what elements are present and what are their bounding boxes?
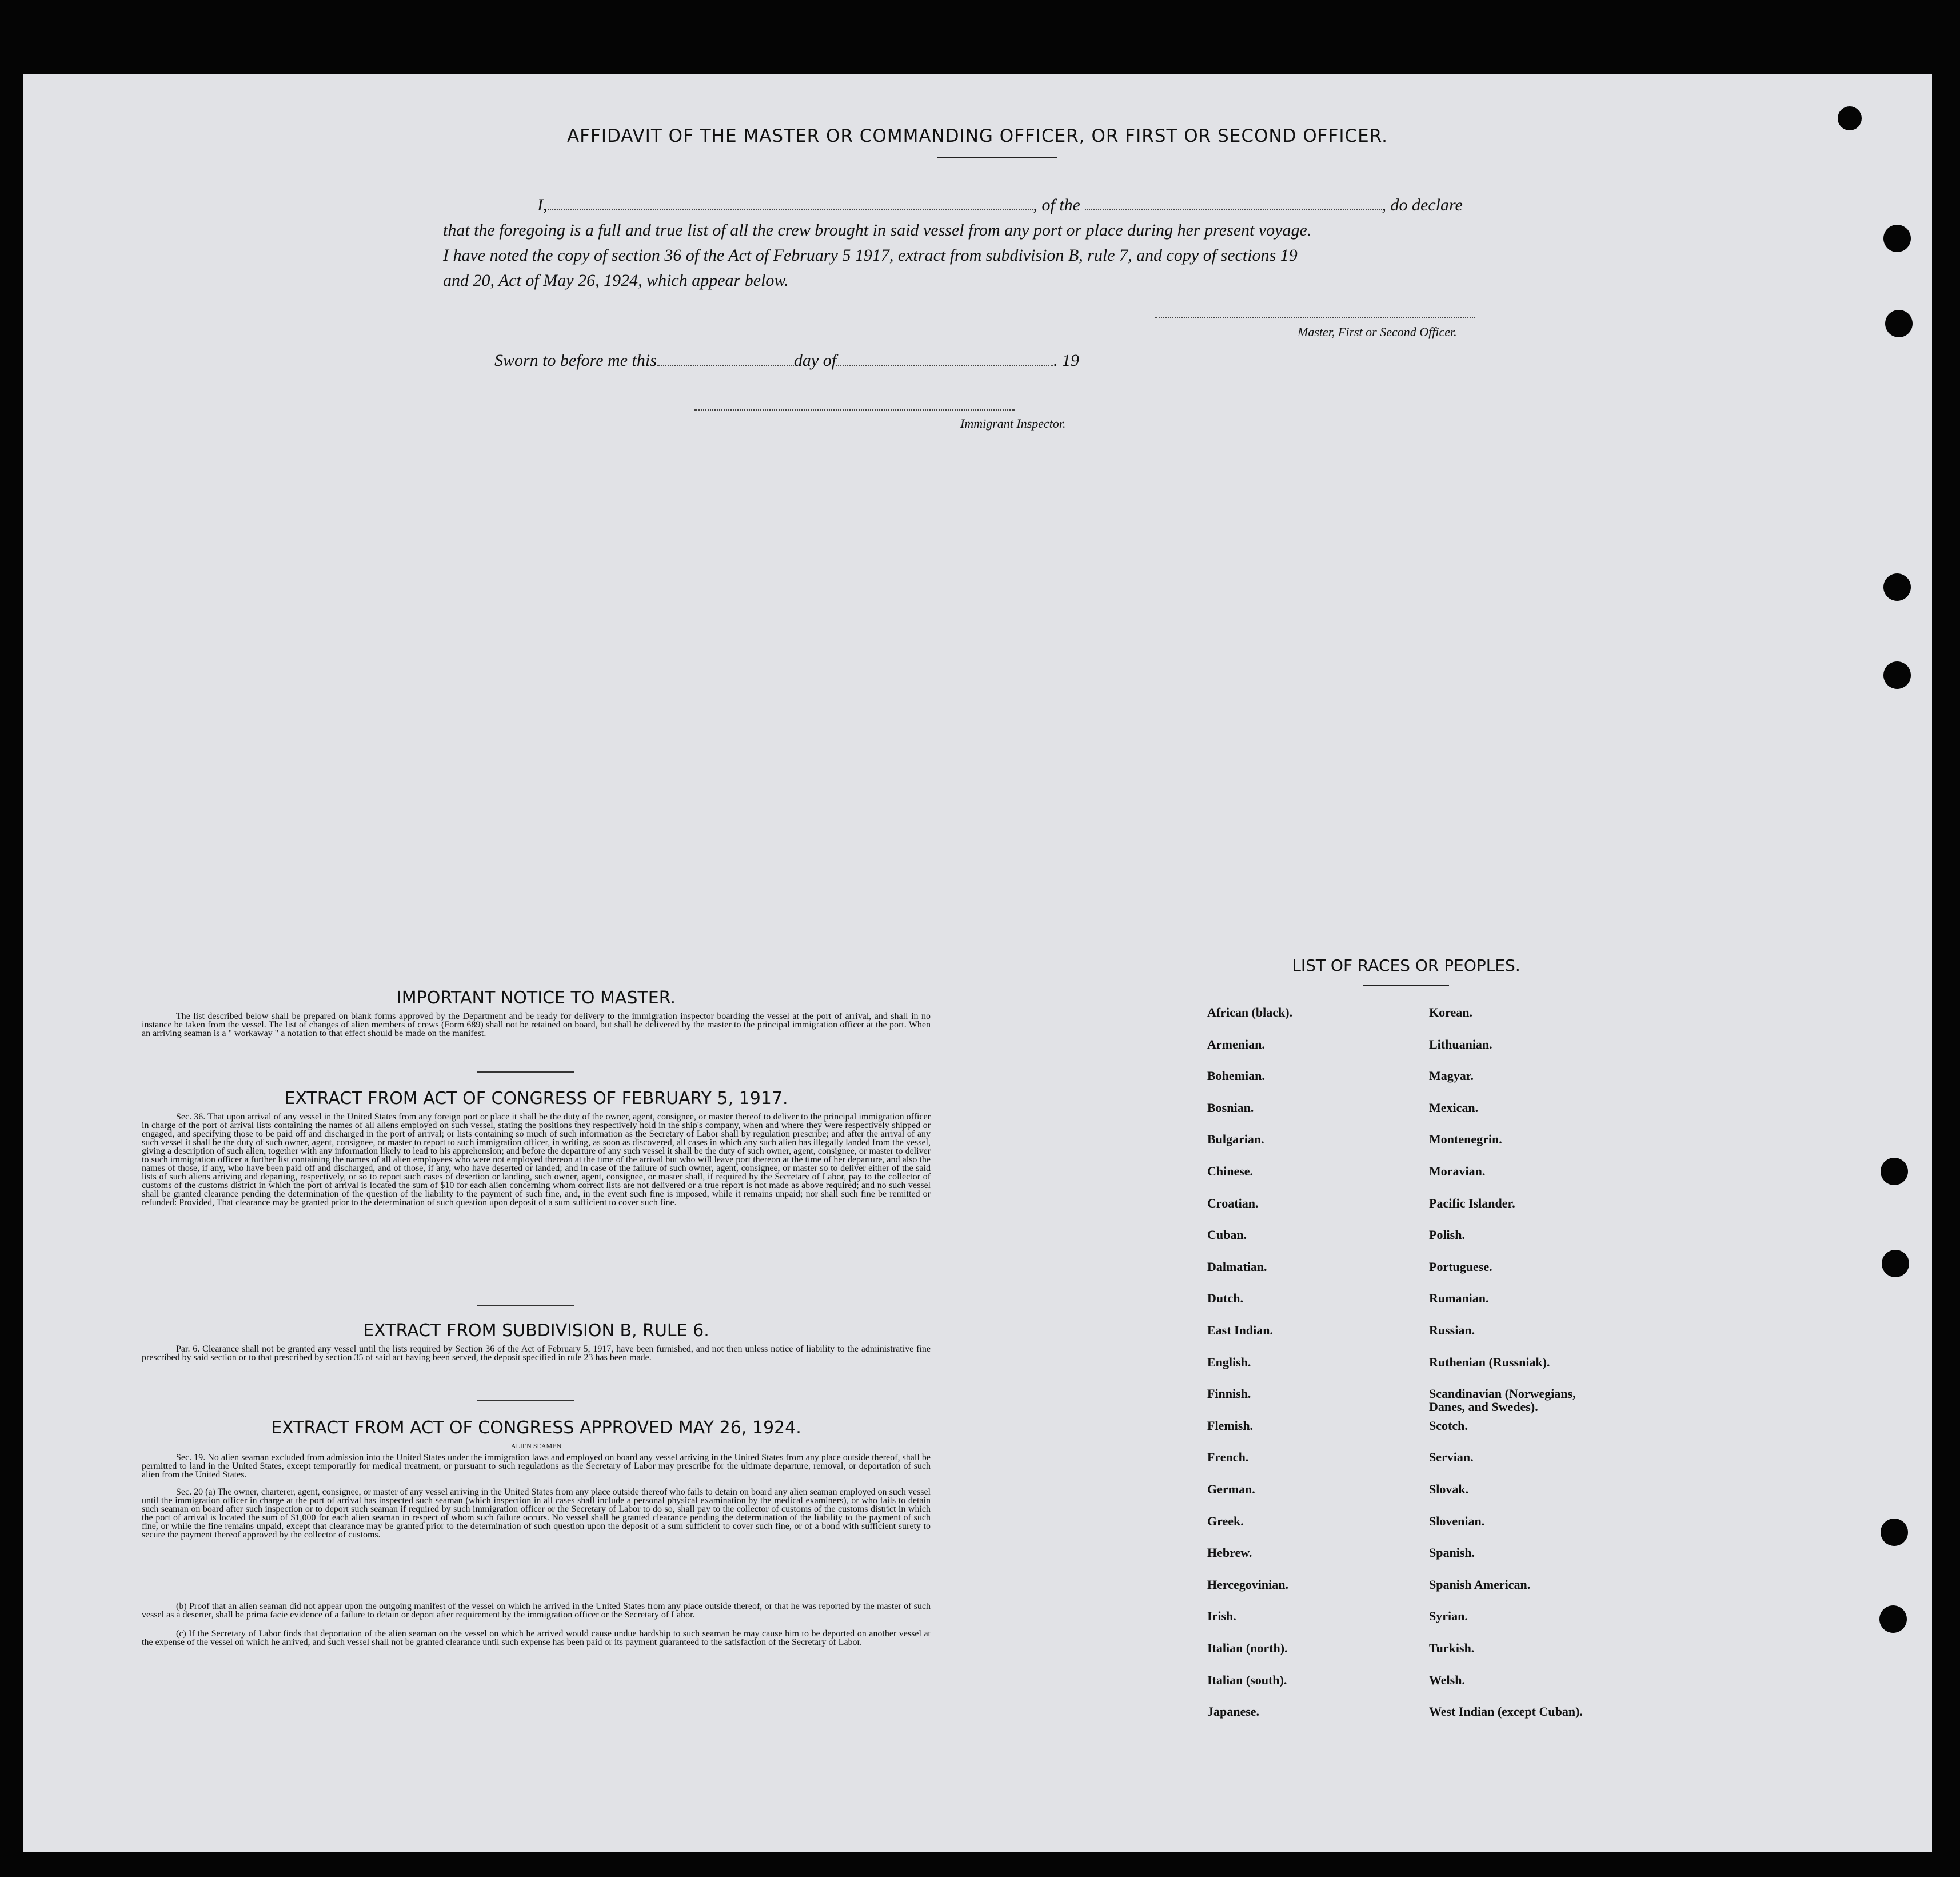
declaration-of-the: , of the (1033, 196, 1080, 214)
race-item: Ruthenian (Russniak). (1429, 1354, 1550, 1369)
name-blank[interactable] (548, 209, 1033, 210)
race-item: Japanese. (1207, 1704, 1260, 1719)
race-item: Rumanian. (1429, 1291, 1489, 1306)
races-title: LIST OF RACES OR PEOPLES. (1292, 956, 1520, 975)
race-item: Montenegrin. (1429, 1132, 1502, 1147)
divider-2 (477, 1305, 574, 1306)
punch-hole (1883, 661, 1911, 689)
sec-20a-text: Sec. 20 (a) The owner, charterer, agent, consignee, or master of any vessel arriving in the United States from any place outside thereof who fails to detain on board any alien seaman employed on such vessel until the immigration officer in charge at the port of arrival has inspected such seaman (which inspection in all cases shall include a personal physical examination by the medical examiners), or who fails to detain such seaman on board after such inspection or to deport such seaman if required by such immigration officer or the Secretary of Labor to do so, shall pay to the collector of customs of the customs district in which the port of arrival is located the sum of $1,000 for each alien seaman in respect of whom such failure occurs. No vessel shall be granted clearance pending the determination of the liability to the payment of such fine, or while the fine remains unpaid, except that clearance may be granted prior to the determination of such question upon the deposit of a sum sufficient to cover such fine, or of a bond with sufficient surety to secure the payment thereof approved by the collector of customs. (142, 1487, 931, 1540)
declaration-do-declare: , do declare (1382, 196, 1463, 214)
race-item: Spanish American. (1429, 1577, 1531, 1592)
race-item: Turkish. (1429, 1641, 1475, 1655)
race-item: Flemish. (1207, 1418, 1254, 1433)
race-item: Scotch. (1429, 1418, 1468, 1433)
race-item: Dalmatian. (1207, 1259, 1267, 1274)
sec-20b-text: (b) Proof that an alien seaman did not appear upon the outgoing manifest of the vessel on which he arrived in the United States from any place outside thereof, or that he was reported by the master of such vessel as a deserter, shall be prima facie evidence of a failure to detain or deport after requirement by the immigration officer or the Secretary of Labor. (142, 1601, 931, 1620)
sec-20c-text: (c) If the Secretary of Labor finds that deportation of the alien seaman on the vessel on which he arrived would cause undue hardship to such seaman he may cause him to be deported on another vessel at the expense of the vessel on which he arrived, and such vessel shall not be granted clearance until such expense has been paid or its payment guaranteed to the satisfaction of the Secretary of Labor. (142, 1629, 931, 1647)
race-item: Bohemian. (1207, 1069, 1265, 1083)
race-item: Mexican. (1429, 1100, 1479, 1115)
race-item: Bulgarian. (1207, 1132, 1264, 1147)
race-item: Servian. (1429, 1450, 1474, 1465)
declaration-i: I, (537, 196, 548, 214)
master-signature-label: Master, First or Second Officer. (1298, 325, 1457, 339)
race-item: Moravian. (1429, 1164, 1486, 1178)
day-blank[interactable] (657, 365, 794, 366)
race-item: Finnish. (1207, 1386, 1251, 1401)
race-item: West Indian (except Cuban). (1429, 1704, 1583, 1719)
sworn-line (494, 351, 1079, 370)
master-signature-line[interactable] (1155, 317, 1475, 318)
race-item: Greek. (1207, 1513, 1244, 1528)
race-scandinavian-cont: Danes, and Swedes). (1429, 1400, 1538, 1414)
race-item: Croatian. (1207, 1195, 1259, 1210)
race-item: Polish. (1429, 1228, 1465, 1242)
race-item: Italian (south). (1207, 1672, 1287, 1687)
punch-hole (1883, 225, 1911, 252)
punch-hole (1885, 310, 1913, 337)
race-item: Magyar. (1429, 1069, 1474, 1083)
affidavit-title: AFFIDAVIT OF THE MASTER OR COMMANDING OFFICER, OR FIRST OR SECOND OFFICER. (566, 126, 1388, 146)
inspector-signature-line[interactable] (694, 409, 1015, 411)
race-item: Chinese. (1207, 1164, 1254, 1178)
document-page (23, 74, 1932, 1852)
race-item: Portuguese. (1429, 1259, 1492, 1274)
race-item: Irish. (1207, 1609, 1236, 1624)
punch-hole (1879, 1605, 1907, 1633)
extract-rule6-title: EXTRACT FROM SUBDIVISION B, RULE 6. (363, 1321, 709, 1341)
extract-1917-title: EXTRACT FROM ACT OF CONGRESS OF FEBRUARY 5, 1917. (284, 1089, 788, 1109)
race-item: Italian (north). (1207, 1641, 1288, 1655)
race-item: French. (1207, 1450, 1249, 1465)
races-underline (1363, 985, 1449, 986)
declaration-line-1 (537, 196, 1463, 215)
race-item: Dutch. (1207, 1291, 1243, 1306)
race-item: Welsh. (1429, 1672, 1465, 1687)
race-item: Armenian. (1207, 1037, 1265, 1051)
race-item: German. (1207, 1482, 1255, 1496)
alien-seamen-subtitle: ALIEN SEAMEN (510, 1442, 562, 1450)
race-item: African (black). (1207, 1005, 1293, 1019)
declaration-line-4: and 20, Act of May 26, 1924, which appear below. (443, 271, 789, 290)
notice-text: The list described below shall be prepared on blank forms approved by the Department and be ready for delivery to the immigration inspector boarding the vessel at the port of arrival, and shall in no instance be taken from the vessel. The list of changes of alien members of crews (Form 689) shall not be retained on board, but shall be delivered by the master to the principal immigration officer at the port. When an arriving seaman is a " workaway " a notation to that effect should be made on the manifest. (142, 1011, 931, 1038)
race-item: Slovenian. (1429, 1513, 1485, 1528)
race-item: Spanish. (1429, 1545, 1475, 1560)
race-item: Hercegovinian. (1207, 1577, 1288, 1592)
sec-19-text: Sec. 19. No alien seaman excluded from admission into the United States under the immigration laws and employed on board any vessel arriving in the United States from any place outside thereof, shall be permitted to land in the United States, except temporarily for medical treatment, or pursuant to such regulations as the Secretary of Labor may prescribe for the ultimate departure, removal, or deportation of such alien from the United States. (142, 1453, 931, 1480)
punch-hole (1883, 573, 1911, 601)
title-underline (937, 157, 1057, 158)
race-item: Korean. (1429, 1005, 1472, 1019)
divider-1 (477, 1071, 574, 1073)
extract-1917-text: Sec. 36. That upon arrival of any vessel in the United States from any foreign port or place it shall be the duty of the owner, agent, consignee, or master thereof to deliver to the principal immigration officer in charge of the port of arrival lists containing the names of all aliens employed on such vessel, stating the positions they respectively hold in the ship's company, when and where they were respectively shipped or engaged, and specifying those to be paid off and discharged in the port of arrival; or lists containing so much of such information as the Secretary of Labor shall by regulation prescribe; and after the arrival of any such vessel it shall be the duty of such owner, agent, consignee, or master to report to such immigration officer, in writing, as soon as discovered, all cases in which any such alien has illegally landed from the vessel, giving a description of such alien, together with any information likely to lead to his apprehension; and before the departure of any such vessel it shall be the duty of such owner, agent, consignee, or master to deliver to such immigration officer a further list containing the names of all alien employees who were not employed thereon at the time of the arrival but who will leave port thereon at the time of her departure, and also the names of those, if any, who have been paid off and discharged, and of those, if any, who have deserted or landed; and in case of the failure of such owner, agent, consignee, or master so to deliver either of the said lists of such aliens arriving and departing, respectively, or so to report such cases of desertion or landing, such owner, agent, consignee, or master shall, if required by the Secretary of Labor, pay to the collector of customs of the customs district in which the port of arrival is located the sum of $10 for each alien concerning whom correct lists are not delivered or a true report is not made as above required; and no such vessel shall be granted clearance pending the determination of the question of the liability to the payment of such fine, and, in the event such fine is imposed, while it remains unpaid; nor shall such fine be remitted or refunded: Provided, That clearance may be granted prior to the determination of such question upon deposit of a sum sufficient to cover such fine. (142, 1112, 931, 1208)
sworn-before-me: Sworn to before me this (494, 351, 657, 370)
race-item: Pacific Islander. (1429, 1195, 1515, 1210)
race-item: Syrian. (1429, 1609, 1468, 1624)
race-item: Slovak. (1429, 1482, 1469, 1496)
punch-hole (1881, 1158, 1908, 1185)
year-prefix: . 19 (1053, 351, 1080, 370)
extract-1924-title: EXTRACT FROM ACT OF CONGRESS APPROVED MAY 26, 1924. (271, 1418, 801, 1438)
race-item: Scandinavian (Norwegians, (1429, 1386, 1576, 1401)
day-of: day of (793, 351, 837, 370)
punch-hole (1881, 1519, 1908, 1546)
race-item: Lithuanian. (1429, 1037, 1492, 1051)
declaration-line-2: that the foregoing is a full and true list of all the crew brought in said vessel from any port or place during her present voyage. (443, 221, 1312, 240)
race-item: Hebrew. (1207, 1545, 1252, 1560)
race-item: East Indian. (1207, 1323, 1273, 1337)
race-item: Bosnian. (1207, 1100, 1254, 1115)
notice-title: IMPORTANT NOTICE TO MASTER. (396, 988, 676, 1008)
punch-hole (1882, 1250, 1909, 1277)
vessel-blank[interactable] (1085, 209, 1382, 210)
inspector-signature-label: Immigrant Inspector. (960, 416, 1066, 431)
punch-hole (1838, 106, 1862, 130)
month-blank[interactable] (836, 365, 1053, 366)
race-item: English. (1207, 1354, 1251, 1369)
declaration-line-3: I have noted the copy of section 36 of the Act of February 5 1917, extract from subdivision B, rule 7, and copy of sections 19 (443, 246, 1298, 265)
divider-3 (477, 1400, 574, 1401)
race-item: Russian. (1429, 1323, 1475, 1337)
extract-rule6-text: Par. 6. Clearance shall not be granted any vessel until the lists required by Section 36 of the Act of February 5, 1917, have been furnished, and not then unless notice of liability to the administrative fine prescribed by said section or to that prescribed by section 35 of said act having been served, the deposit specified in rule 23 has been made. (142, 1344, 931, 1362)
race-item: Cuban. (1207, 1228, 1247, 1242)
